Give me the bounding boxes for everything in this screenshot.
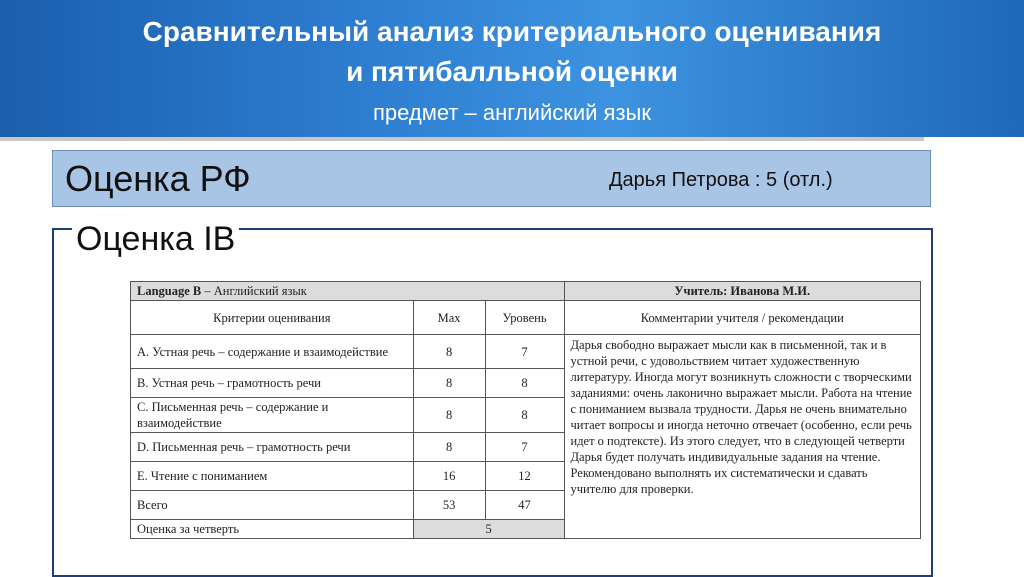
quarter-label: Оценка за четверть bbox=[131, 520, 414, 539]
max-cell: 16 bbox=[413, 462, 485, 491]
max-cell: 8 bbox=[413, 398, 485, 433]
header-comments: Комментарии учителя / рекомендации bbox=[564, 301, 921, 335]
header-max: Max bbox=[413, 301, 485, 335]
max-cell: 8 bbox=[413, 335, 485, 369]
rf-grade-value: Дарья Петрова : 5 (отл.) bbox=[609, 169, 833, 191]
table-row bbox=[131, 335, 921, 369]
criterion-cell: B. Устная речь – грамотность речи bbox=[131, 369, 414, 398]
level-cell: 12 bbox=[485, 462, 564, 491]
slide-title-line2: и пятибалльной оценки bbox=[346, 56, 678, 87]
table-header-row bbox=[131, 301, 921, 335]
header-level: Уровень bbox=[485, 301, 564, 335]
criterion-cell: A. Устная речь – содержание и взаимодействие bbox=[131, 335, 414, 369]
header-criteria: Критерии оценивания bbox=[131, 301, 414, 335]
subject-name: Language B bbox=[137, 284, 202, 298]
max-cell: 8 bbox=[413, 433, 485, 462]
table-title-row bbox=[131, 282, 921, 301]
level-cell: 47 bbox=[485, 491, 564, 520]
slide-subtitle: предмет – английский язык bbox=[373, 100, 651, 125]
quarter-value: 5 bbox=[413, 520, 564, 539]
criterion-cell: Всего bbox=[131, 491, 414, 520]
criterion-cell: E. Чтение с пониманием bbox=[131, 462, 414, 491]
max-cell: 8 bbox=[413, 369, 485, 398]
ib-grade-table bbox=[130, 281, 921, 539]
teacher-cell: Учитель: Иванова М.И. bbox=[564, 282, 921, 301]
slide-title-line1: Сравнительный анализ критериального оценивания bbox=[142, 16, 882, 47]
subject-cell bbox=[131, 282, 565, 301]
header-divider bbox=[0, 137, 924, 141]
criterion-cell: C. Письменная речь – содержание и взаимодействие bbox=[131, 398, 414, 433]
criterion-cell: D. Письменная речь – грамотность речи bbox=[131, 433, 414, 462]
ib-grade-title: Оценка IB bbox=[72, 220, 239, 259]
level-cell: 7 bbox=[485, 335, 564, 369]
max-cell: 53 bbox=[413, 491, 485, 520]
rf-grade-box bbox=[52, 150, 931, 207]
teacher-comment: Дарья свободно выражает мысли как в письменной, так и в устной речи, с удовольствием читает художественную литературу. Иногда могут возникнуть сложности с творческими заданиями: очень лаконично выражает мысли. Работа на чтение с пониманием вызвала трудности. Дарья не очень внимательно читает вопросы и иногда неточно отвечает (особенно, если речь идет о подтексте). Из этого следует, что в следующей четверти Дарья будет получать индивидуальные задания на чтение. Рекомендовано выполнять их систематически и сдавать учителю для проверки. bbox=[564, 335, 921, 539]
rf-grade-title: Оценка РФ bbox=[65, 158, 251, 199]
level-cell: 7 bbox=[485, 433, 564, 462]
subject-language: – Английский язык bbox=[201, 284, 307, 298]
level-cell: 8 bbox=[485, 398, 564, 433]
level-cell: 8 bbox=[485, 369, 564, 398]
